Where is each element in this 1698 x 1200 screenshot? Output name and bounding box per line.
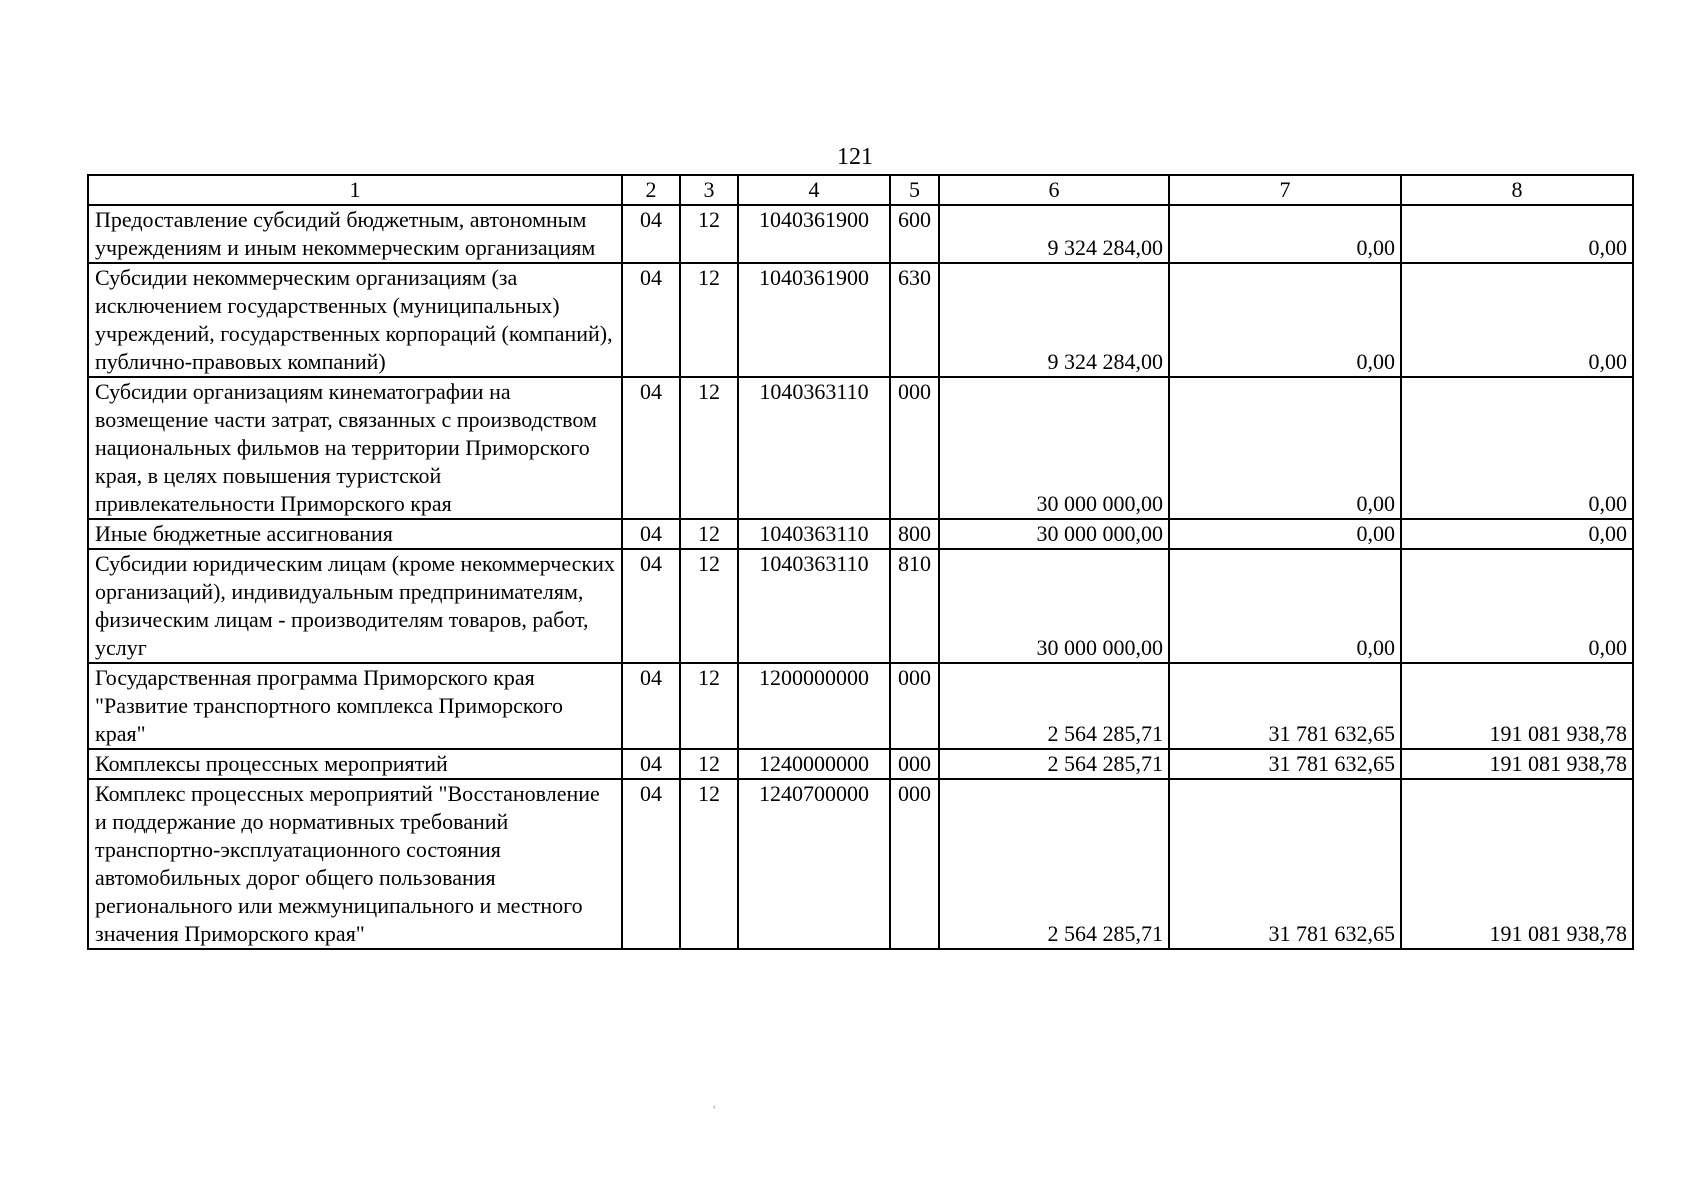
row-subsection: 12 xyxy=(680,205,738,263)
row-subsection: 12 xyxy=(680,549,738,663)
row-subsection: 12 xyxy=(680,519,738,549)
row-amount-6: 2 564 285,71 xyxy=(939,663,1169,749)
row-target-code: 1040361900 xyxy=(738,205,890,263)
budget-table xyxy=(87,174,1634,950)
row-name: Государственная программа Приморского края "Развитие транспортного комплекса Приморского края" xyxy=(88,663,622,749)
table-row xyxy=(88,263,1633,377)
table-row xyxy=(88,549,1633,663)
row-amount-7: 0,00 xyxy=(1169,263,1401,377)
row-amount-8: 191 081 938,78 xyxy=(1401,749,1633,779)
row-amount-8: 0,00 xyxy=(1401,377,1633,519)
header-cell: 8 xyxy=(1401,175,1633,205)
header-row xyxy=(88,175,1633,205)
header-cell: 7 xyxy=(1169,175,1401,205)
row-amount-8: 0,00 xyxy=(1401,549,1633,663)
row-target-code: 1200000000 xyxy=(738,663,890,749)
row-section: 04 xyxy=(622,779,680,949)
row-subsection: 12 xyxy=(680,663,738,749)
row-name: Предоставление субсидий бюджетным, автономным учреждениям и иным некоммерческим организациям xyxy=(88,205,622,263)
row-amount-6: 30 000 000,00 xyxy=(939,519,1169,549)
table-row xyxy=(88,779,1633,949)
row-subsection: 12 xyxy=(680,749,738,779)
header-cell: 3 xyxy=(680,175,738,205)
row-name: Субсидии организациям кинематографии на возмещение части затрат, связанных с производством национальных фильмов на территории Приморского края, в целях повышения туристской привлекательности Приморского края xyxy=(88,377,622,519)
row-target-code: 1040361900 xyxy=(738,263,890,377)
row-subsection: 12 xyxy=(680,263,738,377)
row-section: 04 xyxy=(622,749,680,779)
header-cell: 4 xyxy=(738,175,890,205)
row-name: Субсидии некоммерческим организациям (за исключением государственных (муниципальных) учреждений, государственных корпораций (компаний), публично-правовых компаний) xyxy=(88,263,622,377)
row-amount-7: 0,00 xyxy=(1169,205,1401,263)
row-name: Субсидии юридическим лицам (кроме некоммерческих организаций), индивидуальным предпринимателям, физическим лицам - производителям товаров, работ, услуг xyxy=(88,549,622,663)
row-amount-7: 0,00 xyxy=(1169,549,1401,663)
row-amount-6: 2 564 285,71 xyxy=(939,749,1169,779)
row-amount-6: 9 324 284,00 xyxy=(939,205,1169,263)
row-amount-6: 2 564 285,71 xyxy=(939,779,1169,949)
row-target-code: 1240000000 xyxy=(738,749,890,779)
scan-speck: ʻ xyxy=(712,1103,717,1118)
table-row xyxy=(88,205,1633,263)
table-row xyxy=(88,663,1633,749)
row-amount-7: 0,00 xyxy=(1169,377,1401,519)
row-section: 04 xyxy=(622,663,680,749)
row-section: 04 xyxy=(622,377,680,519)
row-amount-8: 191 081 938,78 xyxy=(1401,663,1633,749)
row-expense-type: 000 xyxy=(890,663,939,749)
header-cell: 6 xyxy=(939,175,1169,205)
row-target-code: 1040363110 xyxy=(738,549,890,663)
row-amount-8: 0,00 xyxy=(1401,263,1633,377)
row-section: 04 xyxy=(622,519,680,549)
row-target-code: 1240700000 xyxy=(738,779,890,949)
row-expense-type: 000 xyxy=(890,377,939,519)
row-amount-6: 9 324 284,00 xyxy=(939,263,1169,377)
row-section: 04 xyxy=(622,205,680,263)
row-section: 04 xyxy=(622,263,680,377)
row-subsection: 12 xyxy=(680,377,738,519)
row-expense-type: 000 xyxy=(890,749,939,779)
table-row xyxy=(88,519,1633,549)
row-expense-type: 600 xyxy=(890,205,939,263)
row-amount-6: 30 000 000,00 xyxy=(939,377,1169,519)
row-section: 04 xyxy=(622,549,680,663)
row-name: Иные бюджетные ассигнования xyxy=(88,519,622,549)
row-amount-8: 0,00 xyxy=(1401,205,1633,263)
row-subsection: 12 xyxy=(680,779,738,949)
row-amount-7: 31 781 632,65 xyxy=(1169,663,1401,749)
row-amount-8: 191 081 938,78 xyxy=(1401,779,1633,949)
table-row xyxy=(88,749,1633,779)
header-cell: 5 xyxy=(890,175,939,205)
row-amount-7: 31 781 632,65 xyxy=(1169,749,1401,779)
row-amount-6: 30 000 000,00 xyxy=(939,549,1169,663)
row-expense-type: 630 xyxy=(890,263,939,377)
row-name: Комплексы процессных мероприятий xyxy=(88,749,622,779)
row-amount-8: 0,00 xyxy=(1401,519,1633,549)
row-amount-7: 0,00 xyxy=(1169,519,1401,549)
row-target-code: 1040363110 xyxy=(738,377,890,519)
page-number: 121 xyxy=(837,144,873,170)
header-cell: 2 xyxy=(622,175,680,205)
row-amount-7: 31 781 632,65 xyxy=(1169,779,1401,949)
row-target-code: 1040363110 xyxy=(738,519,890,549)
row-name: Комплекс процессных мероприятий "Восстановление и поддержание до нормативных требований транспортно-эксплуатационного состояния автомобильных дорог общего пользования регионального или межмуниципального и местного значения Приморского края" xyxy=(88,779,622,949)
row-expense-type: 800 xyxy=(890,519,939,549)
table-row xyxy=(88,377,1633,519)
header-cell: 1 xyxy=(88,175,622,205)
row-expense-type: 000 xyxy=(890,779,939,949)
row-expense-type: 810 xyxy=(890,549,939,663)
